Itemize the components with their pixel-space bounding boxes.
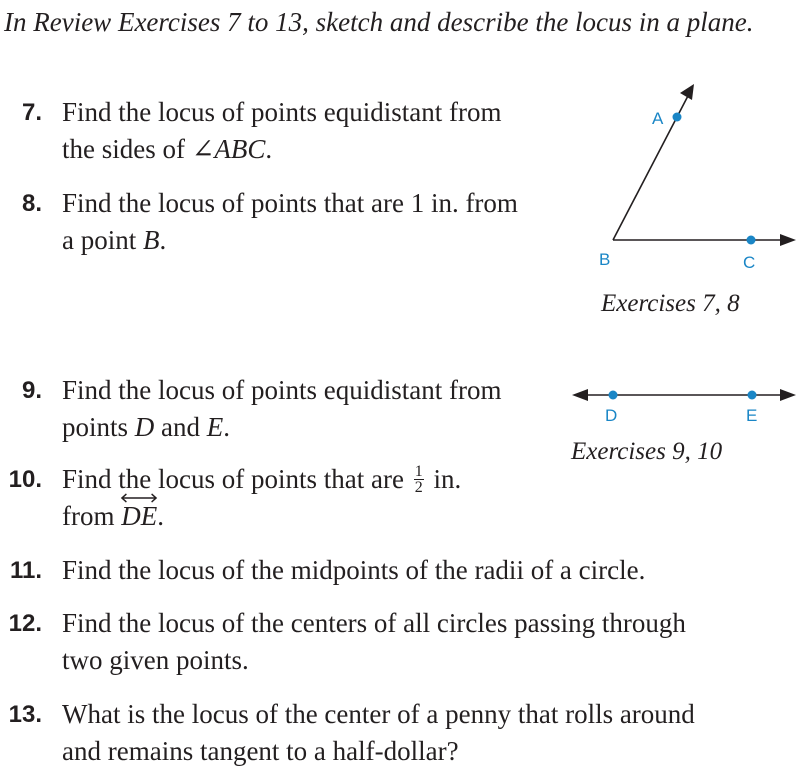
label-a: A: [652, 109, 664, 128]
point-name: E: [206, 412, 224, 442]
fraction-denominator: 2: [414, 479, 423, 497]
exercise-number: 11.: [9, 557, 42, 584]
arrowhead-icon: [572, 389, 588, 401]
exercise-line: Find the locus of points that are 1 in. from: [62, 188, 518, 218]
text-span: .: [223, 412, 230, 442]
exercise-line: Find the locus of the midpoints of the radii of a circle.: [62, 555, 646, 585]
exercise-number: 10.: [8, 466, 42, 493]
figure-caption: Exercises 7, 8: [601, 290, 740, 317]
text-span: points: [62, 412, 135, 442]
instructions-heading: In Review Exercises 7 to 13, sketch and describe the locus in a plane.: [4, 7, 754, 37]
label-e: E: [746, 406, 758, 425]
arrowhead-icon: [780, 234, 796, 246]
exercise-number: 7.: [21, 99, 42, 126]
exercise-number: 9.: [21, 377, 42, 404]
text-span: a point: [62, 225, 143, 255]
exercise-number: 8.: [21, 190, 42, 217]
label-c: C: [743, 253, 756, 272]
point-c: [747, 236, 756, 245]
text-span: in.: [426, 464, 462, 494]
exercise-line: What is the locus of the center of a penny that rolls around: [62, 699, 695, 729]
label-b: B: [599, 250, 611, 269]
angle-name: ABC: [214, 134, 266, 164]
point-e: [748, 391, 757, 400]
text-span: .: [159, 225, 167, 255]
exercise-line: Find the locus of points equidistant from: [62, 375, 502, 405]
text-span: and: [154, 412, 207, 442]
exercise-line: Find the locus of points equidistant from: [62, 97, 502, 127]
exercise-line: Find the locus of the centers of all circles passing through: [62, 608, 686, 638]
figure-line-de: [570, 389, 796, 465]
figure-angle-abc: [599, 84, 796, 317]
text-span: from: [62, 501, 122, 531]
text-span: Find the locus of points that are: [62, 464, 411, 494]
point-a: [673, 113, 682, 122]
arrowhead-icon: [780, 389, 796, 401]
figure-caption: Exercises 9, 10: [571, 438, 723, 465]
angle-symbol: ∠: [191, 134, 215, 164]
line-letters: DE: [121, 501, 158, 531]
exercise-line: and remains tangent to a half-dollar?: [62, 736, 459, 766]
fraction-numerator: 1: [414, 463, 423, 481]
label-d: D: [605, 406, 618, 425]
point-d: [609, 391, 618, 400]
text-span: the sides of: [62, 134, 192, 164]
exercise-number: 12.: [8, 610, 42, 637]
exercise-line: two given points.: [62, 645, 249, 675]
exercise-number: 13.: [8, 701, 42, 728]
text-span: .: [157, 501, 164, 531]
text-span: .: [265, 134, 273, 164]
point-name: D: [134, 412, 155, 442]
point-name: B: [143, 225, 160, 255]
